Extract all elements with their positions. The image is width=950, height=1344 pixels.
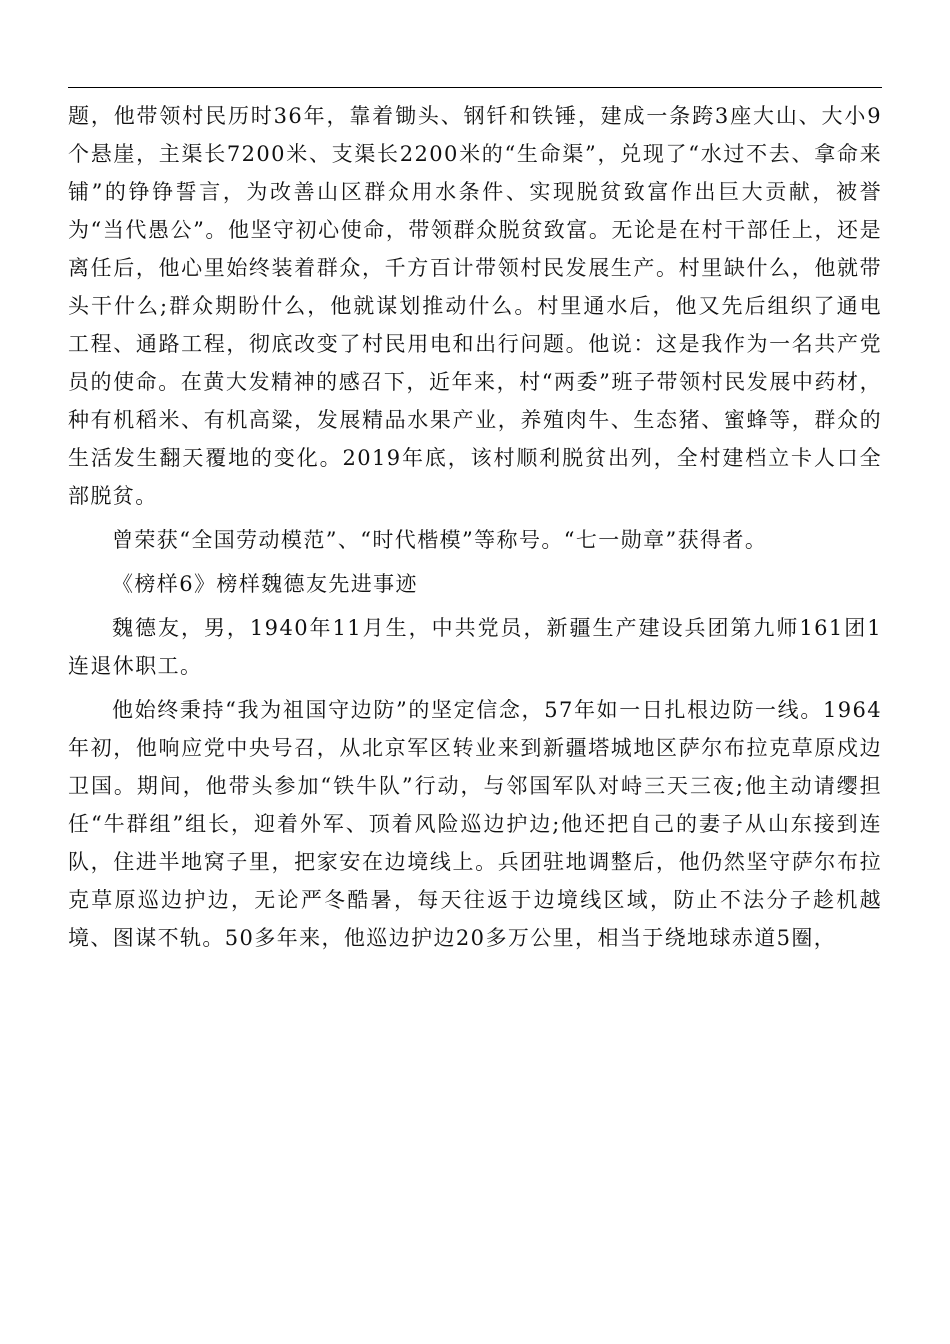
paragraph-deeds: 他始终秉持“我为祖国守边防”的坚定信念，57年如一日扎根边防一线。1964年初，他响应党中央号召，从北京军区转业来到新疆塔城地区萨尔布拉克草原戍边卫国。期间，他带头参加“铁牛队”行动，与邻国军队对峙三天三夜;他主动请缨担任“牛群组”组长，迎着外军、顶着风险巡边护边;他还把自己的妻子从山东接到连队，住进半地窝子里，把家安在边境线上。兵团驻地调整后，他仍然坚守萨尔布拉克草原巡边护边，无论严冬酷暑，每天往返于边境线区域，防止不法分子趁机越境、图谋不轨。50多年来，他巡边护边20多万公里，相当于绕地球赤道5圈，	[68, 698, 882, 950]
document-body	[68, 97, 882, 963]
paragraph-honors: 曾荣获“全国劳动模范”、“时代楷模”等称号。“七一勋章”获得者。	[112, 528, 768, 552]
header-rule	[68, 87, 882, 88]
section-heading: 《榜样6》榜样魏德友先进事迹	[112, 572, 418, 596]
paragraph-profile: 魏德友，男，1940年11月生，中共党员，新疆生产建设兵团第九师161团1连退休职工。	[68, 616, 882, 678]
paragraph-continuation: 题，他带领村民历时36年，靠着锄头、钢钎和铁锤，建成一条跨3座大山、大小9个悬崖，主渠长7200米、支渠长2200米的“生命渠”，兑现了“水过不去、拿命来铺”的铮铮誓言，为改善山区群众用水条件、实现脱贫致富作出巨大贡献，被誉为“当代愚公”。他坚守初心使命，带领群众脱贫致富。无论是在村干部任上，还是离任后，他心里始终装着群众，千方百计带领村民发展生产。村里缺什么，他就带头干什么;群众期盼什么，他就谋划推动什么。村里通水后，他又先后组织了通电工程、通路工程，彻底改变了村民用电和出行问题。他说：这是我作为一名共产党员的使命。在黄大发精神的感召下，近年来，村“两委”班子带领村民发展中药材，种有机稻米、有机高粱，发展精品水果产业，养殖肉牛、生态猪、蜜蜂等，群众的生活发生翻天覆地的变化。2019年底，该村顺利脱贫出列，全村建档立卡人口全部脱贫。	[68, 104, 882, 508]
